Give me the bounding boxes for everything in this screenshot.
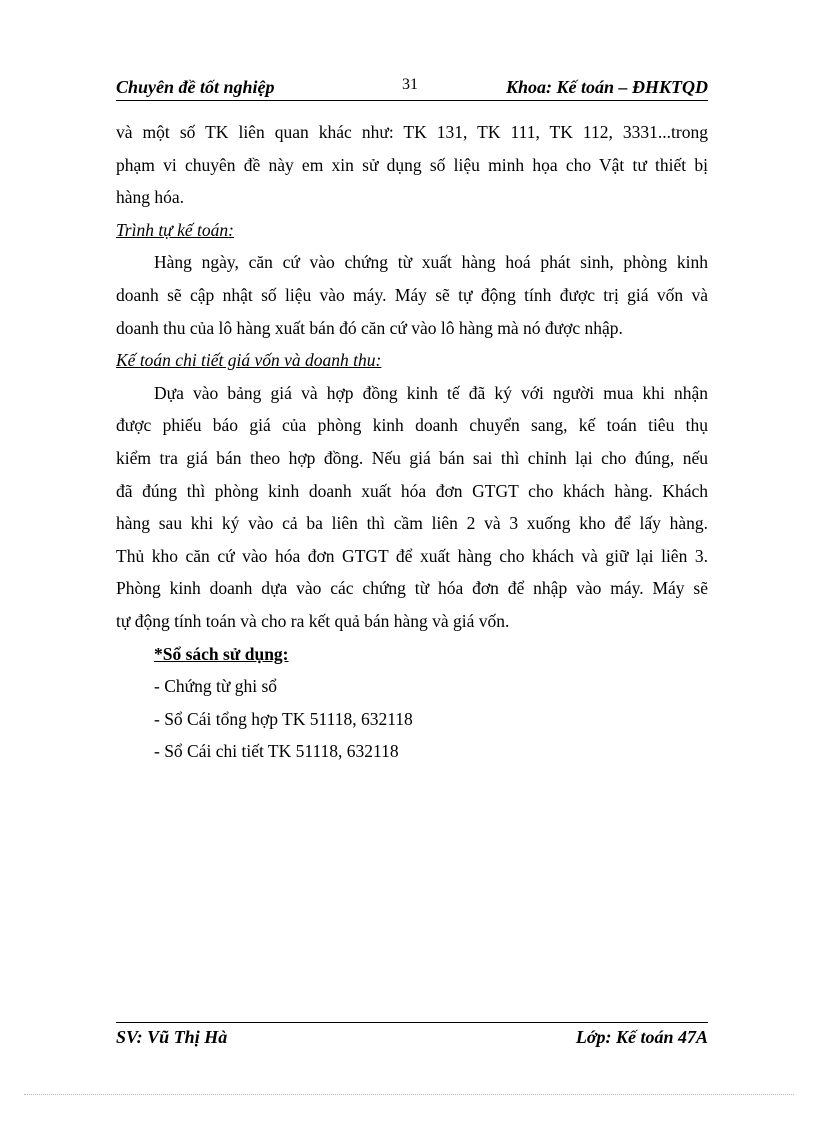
footer-class-name: Lớp: Kế toán 47A — [575, 1027, 708, 1047]
list-item: - Chứng từ ghi sổ — [154, 676, 278, 697]
paragraph-line: Thủ kho căn cứ vào hóa đơn GTGT để xuất hàng cho khách và giữ lại liên 3. — [116, 545, 708, 566]
paragraph-line: Hàng ngày, căn cứ vào chứng từ xuất hàng hoá phát sinh, phòng kinh — [154, 252, 708, 273]
page-edge-divider — [24, 1094, 794, 1095]
paragraph-line: và một số TK liên quan khác như: TK 131, TK 111, TK 112, 3331...trong — [116, 122, 708, 142]
paragraph-line: Phòng kinh doanh dựa vào các chứng từ hóa đơn để nhập vào máy. Máy sẽ — [116, 578, 708, 599]
header-thesis-title: Chuyên đề tốt nghiệp — [116, 77, 275, 97]
section-heading-detail-accounting: Kế toán chi tiết giá vốn và doanh thu: — [116, 350, 382, 371]
section-heading-accounting-procedure: Trình tự kế toán: — [116, 219, 234, 240]
page-footer — [116, 1022, 708, 1053]
paragraph-line: đã đúng thì phòng kinh doanh xuất hóa đơn GTGT cho khách hàng. Khách — [116, 480, 708, 501]
footer-student-name: SV: Vũ Thị Hà — [116, 1027, 228, 1047]
section-heading-books-used: *Sổ sách sử dụng: — [154, 643, 289, 664]
list-item: - Sổ Cái chi tiết TK 51118, 632118 — [154, 741, 399, 762]
paragraph-line: được phiếu báo giá của phòng kinh doanh chuyển sang, kế toán tiêu thụ — [116, 415, 708, 436]
paragraph-line: hàng sau khi ký vào cả ba liên thì cầm liên 2 và 3 xuống kho để lấy hàng. — [116, 513, 708, 534]
paragraph-line: doanh sẽ cập nhật số liệu vào máy. Máy sẽ tự động tính được trị giá vốn và — [116, 284, 708, 305]
page-header — [116, 74, 708, 101]
list-item: - Sổ Cái tổng hợp TK 51118, 632118 — [154, 708, 413, 729]
paragraph-line: kiểm tra giá bán theo hợp đồng. Nếu giá bán sai thì chỉnh lại cho đúng, nếu — [116, 447, 708, 468]
paragraph-line: phạm vi chuyên đề này em xin sử dụng số liệu minh họa cho Vật tư thiết bị — [116, 154, 708, 175]
paragraph-line: Dựa vào bảng giá và hợp đồng kinh tế đã ký với người mua khi nhận — [154, 382, 708, 403]
paragraph-line: tự động tính toán và cho ra kết quả bán hàng và giá vốn. — [116, 610, 510, 631]
page-number: 31 — [402, 76, 418, 93]
paragraph-line: doanh thu của lô hàng xuất bán đó căn cứ vào lô hàng mà nó được nhập. — [116, 317, 623, 338]
paragraph-line: hàng hóa. — [116, 187, 185, 208]
document-body — [116, 116, 708, 768]
header-faculty: Khoa: Kế toán – ĐHKTQD — [505, 77, 708, 97]
